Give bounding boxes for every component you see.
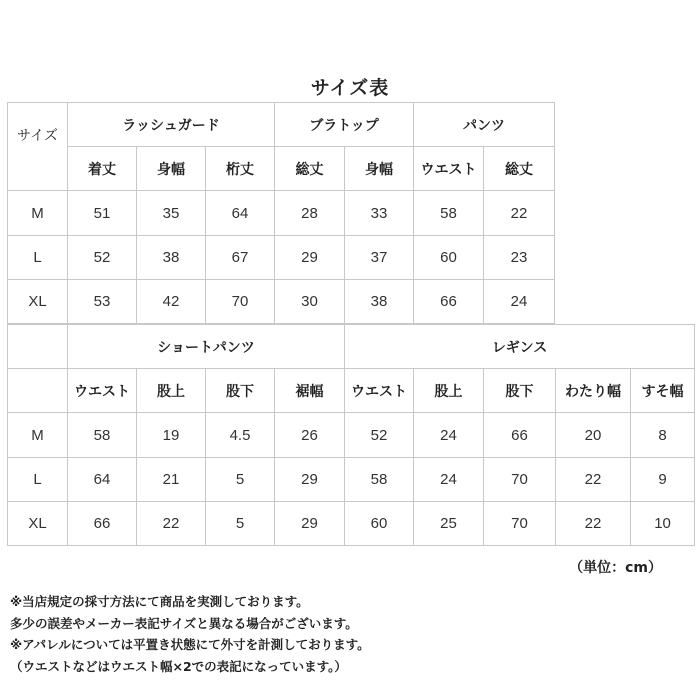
value-cell: 29	[275, 236, 345, 280]
value-cell: 38	[137, 236, 206, 280]
notes	[10, 591, 370, 677]
column-header: ウエスト	[345, 369, 414, 413]
size-header-cell	[8, 325, 68, 369]
column-header: わたり幅	[556, 369, 631, 413]
size-table-tops	[7, 102, 555, 324]
value-cell: 5	[206, 502, 275, 546]
column-header: 裾幅	[275, 369, 345, 413]
value-cell: 24	[414, 413, 484, 458]
value-cell: 64	[206, 191, 275, 236]
size-table-bottoms	[7, 324, 695, 546]
value-cell: 58	[345, 458, 414, 502]
value-cell: 29	[275, 502, 345, 546]
column-header: 身幅	[137, 147, 206, 191]
column-header: すそ幅	[631, 369, 695, 413]
value-cell: 26	[275, 413, 345, 458]
value-cell: 37	[345, 236, 414, 280]
value-cell: 35	[137, 191, 206, 236]
group-header-bratop: ブラトップ	[275, 103, 414, 147]
note-line: （ウエストなどはウエスト幅×2での表記になっています。）	[10, 658, 347, 674]
value-cell: 9	[631, 458, 695, 502]
value-cell: 52	[68, 236, 137, 280]
value-cell: 10	[631, 502, 695, 546]
value-cell: 33	[345, 191, 414, 236]
column-header: 股上	[137, 369, 206, 413]
value-cell: 70	[484, 502, 556, 546]
column-header: 桁丈	[206, 147, 275, 191]
value-cell: 23	[484, 236, 555, 280]
size-cell: L	[8, 236, 68, 280]
size-cell: L	[8, 458, 68, 502]
column-header: 総丈	[275, 147, 345, 191]
page-title: サイズ表	[310, 77, 390, 99]
group-header-shortpants: ショートパンツ	[68, 325, 345, 369]
column-header: ウエスト	[414, 147, 484, 191]
column-header: 股下	[206, 369, 275, 413]
value-cell: 66	[68, 502, 137, 546]
value-cell: 64	[68, 458, 137, 502]
value-cell: 60	[345, 502, 414, 546]
column-header: 股上	[414, 369, 484, 413]
value-cell: 53	[68, 280, 137, 324]
size-cell: XL	[8, 280, 68, 324]
column-header: 股下	[484, 369, 556, 413]
value-cell: 30	[275, 280, 345, 324]
value-cell: 70	[484, 458, 556, 502]
value-cell: 58	[68, 413, 137, 458]
group-header-leggings: レギンス	[345, 325, 695, 369]
size-label: サイズ	[8, 125, 68, 169]
value-cell: 22	[484, 191, 555, 236]
value-cell: 8	[631, 413, 695, 458]
value-cell: 5	[206, 458, 275, 502]
size-cell: XL	[8, 502, 68, 546]
value-cell: 19	[137, 413, 206, 458]
value-cell: 21	[137, 458, 206, 502]
value-cell: 38	[345, 280, 414, 324]
value-cell: 20	[556, 413, 631, 458]
size-header-cell	[8, 369, 68, 413]
value-cell: 42	[137, 280, 206, 324]
value-cell: 22	[556, 458, 631, 502]
value-cell: 24	[414, 458, 484, 502]
value-cell: 58	[414, 191, 484, 236]
value-cell: 28	[275, 191, 345, 236]
value-cell: 60	[414, 236, 484, 280]
value-cell: 24	[484, 280, 555, 324]
column-header: ウエスト	[68, 369, 137, 413]
note-line: ※当店規定の採寸方法にて商品を実測しております。	[10, 594, 309, 609]
value-cell: 25	[414, 502, 484, 546]
value-cell: 51	[68, 191, 137, 236]
value-cell: 22	[556, 502, 631, 546]
value-cell: 66	[484, 413, 556, 458]
size-cell: M	[8, 191, 68, 236]
group-header-rashguard: ラッシュガード	[68, 103, 275, 147]
column-header: 身幅	[345, 147, 414, 191]
value-cell: 4.5	[206, 413, 275, 458]
column-header: 総丈	[484, 147, 555, 191]
value-cell: 66	[414, 280, 484, 324]
unit-label: （単位：cm）	[569, 560, 662, 576]
value-cell: 70	[206, 280, 275, 324]
note-line: 多少の誤差やメーカー表記サイズと異なる場合がございます。	[10, 615, 358, 631]
column-header: 着丈	[68, 147, 137, 191]
value-cell: 52	[345, 413, 414, 458]
note-line: ※アパレルについては平置き状態にて外寸を計測しております。	[10, 637, 370, 652]
value-cell: 67	[206, 236, 275, 280]
value-cell: 29	[275, 458, 345, 502]
size-cell: M	[8, 413, 68, 458]
group-header-pants: パンツ	[414, 103, 555, 147]
value-cell: 22	[137, 502, 206, 546]
